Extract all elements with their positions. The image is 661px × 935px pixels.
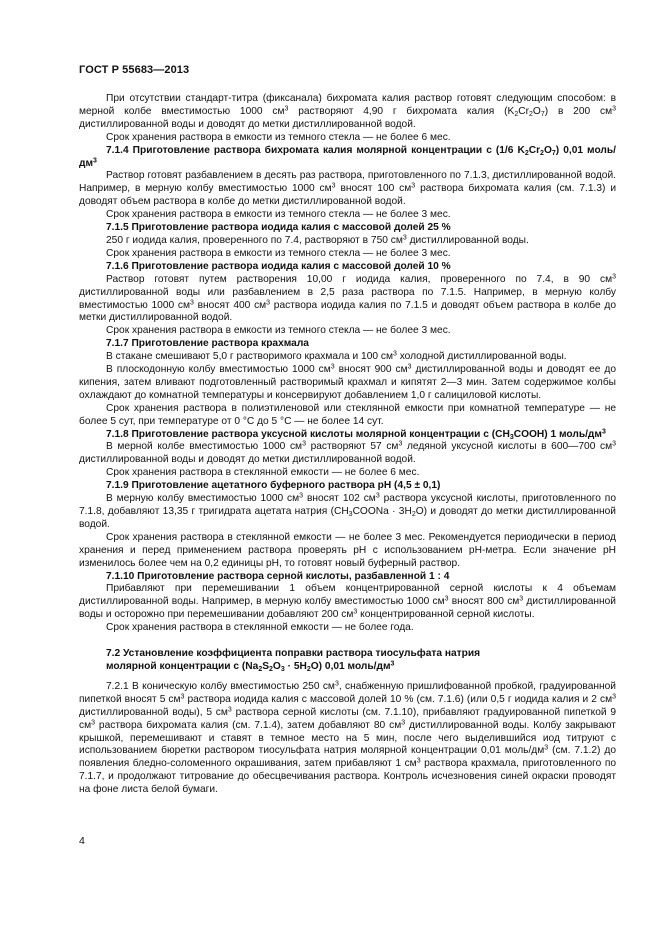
storage-note: Срок хранения раствора в стеклянной емкости — не более 6 мес.: [106, 467, 420, 479]
heading-7-1-6: 7.1.6 Приготовление раствора иодида калия с массовой долей 10 %: [106, 260, 451, 272]
storage-note: Срок хранения раствора в полиэтиленовой или стеклянной емкости при комнатной температуре — не более 5 сут, при температуре от 0 °С до 5 °С — не более 14 сут.: [79, 402, 616, 427]
heading-7-1-8: 7.1.8 Приготовление раствора уксусной кислоты молярной концентрации с $(CH_3COOH)$ 1 моль/$дм^3$: [106, 428, 606, 441]
heading-7-1-5: 7.1.5 Приготовление раствора иодида калия с массовой долей 25 %: [106, 222, 451, 234]
paragraph-7-1-8: В мерной колбе вместимостью 1000 $см^3$ растворяют 57 $см^3$ ледяной уксусной кислоты в 600—700 $см^3$ дистиллированной воды и доводят до метки дистиллированной водой.: [79, 440, 616, 466]
storage-note: Срок хранения раствора в емкости из темного стекла — не более 6 мес.: [106, 131, 451, 143]
paragraph-7-1-4: Раствор готовят разбавлением в десять раз раствора, приготовленного по 7.1.3, дистиллированной водой. Например, в мерную колбу вместимостью 1000 $см^3$ вносят 100 $см^3$ раствора бихромата калия (см. 7.1.3) и доводят объем раствора в колбе до метки дистиллированной водой.: [79, 170, 617, 208]
storage-note: Срок хранения раствора в стеклянной емкости — не более 3 мес. Рекомендуется периодически в период хранения и перед применением раствора проверять pH с использованием pH-метра. Если значение pH изменилось более чем на 0,2 единицы pH, то готовят новый буферный раствор.: [79, 531, 616, 569]
heading-7-1-9: 7.1.9 Приготовление ацетатного буферного раствора pH (4,5 ± 0,1): [106, 480, 441, 492]
paragraph-7-1-7-a: В стакане смешивают 5,0 г растворимого крахмала и 100 $см^3$ холодной дистиллированной воды.: [106, 350, 567, 363]
paragraph-7-1-9: В мерную колбу вместимостью 1000 $см^3$ вносят 102 $см^3$ раствора уксусной кислоты, приготовленного по 7.1.8, добавляют 13,35 г тригидрата ацетата натрия $(CH_3COONa \cdot 3H_2O)$ и доводят до метки дистиллированной водой.: [79, 492, 616, 530]
heading-7-2: 7.2 Установление коэффициента поправки раствора тиосульфата натрия молярной концентрации с $(Na_2S_2O_3 \cdot 5H_2O)$ 0,01 моль/$дм^3$: [106, 648, 481, 673]
heading-7-1-4: 7.1.4 Приготовление раствора бихромата калия молярной концентрации с (1/6 $K_2Cr_2O_7$) 0,01 моль/$дм^3$: [79, 144, 616, 169]
storage-note: Срок хранения раствора в стеклянной емкости — не более года.: [106, 622, 414, 634]
paragraph-7-1-6: Раствор готовят путем растворения 10,00 г иодида калия, проверенного по 7.4, в 90 $см^3$ дистиллированной воды или разбавлением в 2,5 раза раствора по 7.1.5. Например, в мерную колбу вместимостью 1000 $см^3$ вносят 400 $см^3$ раствора иодида калия по 7.1.5 и доводят объем раствора в колбе до метки дистиллированной водой.: [79, 273, 616, 324]
document-body: [79, 93, 616, 797]
heading-7-1-7: 7.1.7 Приготовление раствора крахмала: [106, 338, 309, 350]
storage-note: Срок хранения раствора в емкости из темного стекла — не более 3 мес.: [106, 325, 451, 337]
paragraph-7-1-5: 250 г иодида калия, проверенного по 7.4, растворяют в 750 $см^3$ дистиллированной воды.: [106, 234, 529, 246]
paragraph-7-1-10: Прибавляют при перемешивании 1 объем концентрированной серной кислоты к 4 объемам дистиллированной воды. Например, в мерную колбу вместимостью 1000 $см^3$ вносят 800 $см^3$ дистиллированной воды и осторожно при перемешивании добавляют 200 $см^3$ концентрированной серной кислоты.: [79, 583, 616, 621]
paragraph-7-1-7-b: В плоскодонную колбу вместимостью 1000 $см^3$ вносят 900 $см^3$ дистиллированной воды и доводят ее до кипения, затем вливают подготовленный растворимый крахмал и кипятят 2—3 мин. Затем содержимое колбы охлаждают до комнатной температуры и консервируют добавлением 1,0 г салициловой кислоты.: [79, 363, 616, 401]
storage-note: Срок хранения раствора в емкости из темного стекла — не более 3 мес.: [106, 209, 451, 221]
paragraph-intro: При отсутствии стандарт-титра (фиксанала) бихромата калия раствор готовят следующим способом: в мерной колбе вместимостью 1000 $см^3$ растворяют 4,90 г бихромата калия $(K_2Cr_2O_7)$ в 200 $см^3$ дистиллированной воды и доводят до метки дистиллированной водой.: [79, 93, 616, 130]
page-number: 4: [79, 835, 85, 847]
standard-header: ГОСТ Р 55683—2013: [79, 64, 190, 76]
paragraph-7-2-1: 7.2.1 В коническую колбу вместимостью 250 $см^3$, снабженную пришлифованной пробкой, градуированной пипеткой вносят 5 $см^3$ раствора иодида калия с массовой долей 10 % (см. 7.1.6) (или 0,5 г иодида калия и 2 $см^3$ дистиллированной воды), 5 $см^3$ раствора серной кислоты (см. 7.1.10), прибавляют градуированной пипеткой 9 $см^3$ раствора бихромата калия (см. 7.1.4), затем добавляют 80 $см^3$ дистиллированной воды. Колбу закрывают крышкой, перемешивают и ставят в темное место на 5 мин, после чего выделившийся иод титруют с использованием бюретки раствором тиосульфата натрия молярной концентрации 0,01 моль/$дм^3$ (см. 7.1.2) до появления бледно-соломенного окрашивания, затем прибавляют 1 $см^3$ раствора крахмала, приготовленного по 7.1.7, и продолжают титрование до обесцвечивания раствора. Контроль исчезновения синей окраски проводят на фоне листа белой бумаги.: [79, 680, 617, 796]
storage-note: Срок хранения раствора в емкости из темного стекла — не более 3 мес.: [106, 247, 451, 259]
heading-7-1-10: 7.1.10 Приготовление раствора серной кислоты, разбавленной 1 : 4: [106, 570, 450, 582]
